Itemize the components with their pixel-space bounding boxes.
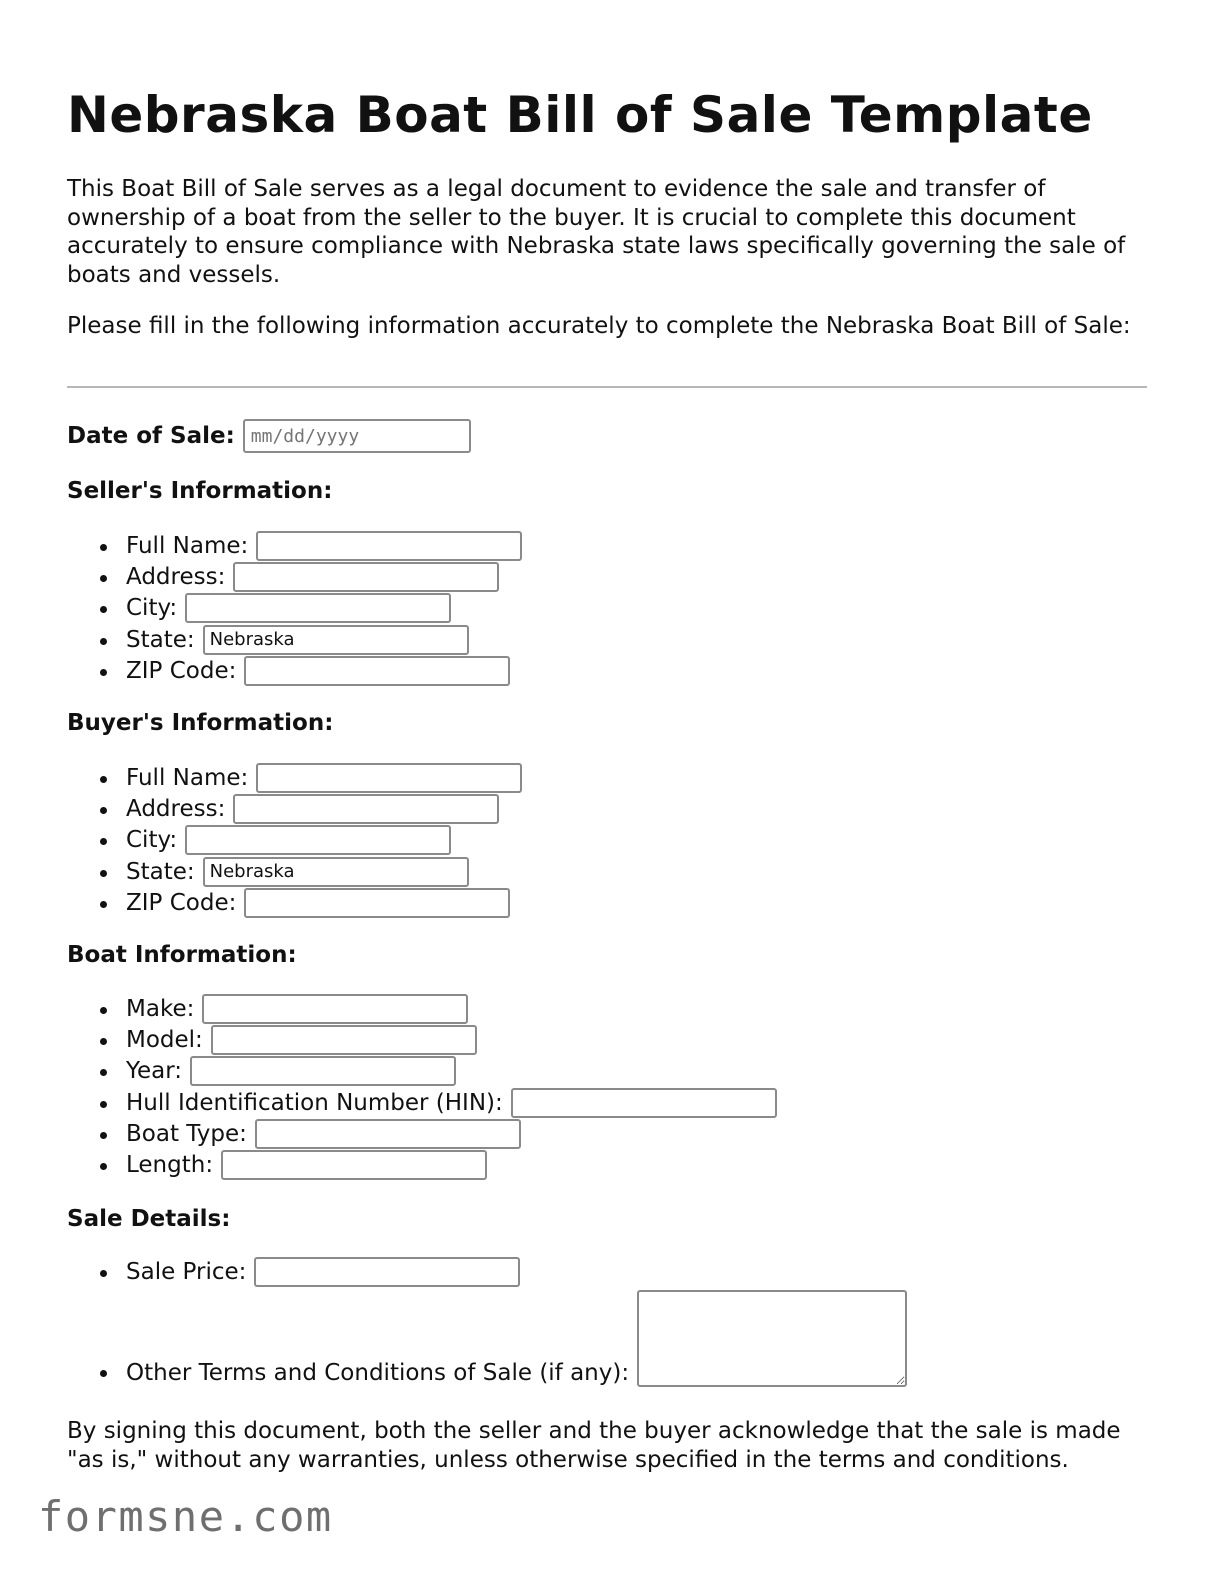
seller-zip-label: ZIP Code: (126, 657, 237, 684)
list-item (67, 561, 522, 592)
list-item (67, 624, 522, 655)
list-item (67, 655, 522, 686)
seller-state-label: State: (126, 626, 195, 653)
list-item (67, 993, 777, 1024)
buyer-full-name-input[interactable] (256, 763, 522, 793)
list-item (67, 793, 522, 824)
boat-year-label: Year: (126, 1058, 183, 1085)
terms-textarea[interactable] (637, 1290, 907, 1387)
date-of-sale-row (67, 419, 471, 453)
list-item (67, 1287, 907, 1387)
sale-fields (67, 1256, 907, 1387)
list-item (67, 1056, 777, 1087)
boat-type-label: Boat Type: (126, 1120, 247, 1147)
list-item (67, 1024, 777, 1055)
intro-paragraph: This Boat Bill of Sale serves as a legal document to evidence the sale and transfer of ownership of a boat from the seller to the buyer. It is crucial to complete this document accurately to ensure compliance with Nebraska state laws specifically governing the sale of boats and vessels. (67, 176, 1126, 288)
seller-section-heading: Seller's Information: (67, 478, 333, 504)
list-item (67, 530, 522, 561)
list-item (67, 1149, 777, 1180)
date-of-sale-label: Date of Sale: (67, 423, 235, 449)
seller-zip-input[interactable] (244, 656, 510, 686)
seller-address-label: Address: (126, 563, 226, 590)
boat-fields (67, 993, 777, 1181)
seller-fields (67, 530, 522, 686)
date-of-sale-input[interactable] (243, 419, 471, 453)
boat-hin-input[interactable] (511, 1088, 777, 1118)
seller-city-input[interactable] (185, 593, 451, 623)
list-item (67, 825, 522, 856)
buyer-city-input[interactable] (185, 825, 451, 855)
list-item (67, 1118, 777, 1149)
buyer-fields (67, 762, 522, 918)
instructions-paragraph: Please fill in the following information accurately to complete the Nebraska Boat Bill of Sale: (67, 313, 1131, 339)
list-item (67, 1256, 907, 1287)
list-item (67, 1087, 777, 1118)
boat-hin-label: Hull Identification Number (HIN): (126, 1089, 503, 1116)
buyer-city-label: City: (126, 827, 178, 854)
list-item (67, 856, 522, 887)
sale-section-heading: Sale Details: (67, 1206, 231, 1232)
buyer-state-input[interactable] (203, 857, 469, 887)
seller-full-name-input[interactable] (256, 531, 522, 561)
buyer-state-label: State: (126, 858, 195, 885)
buyer-zip-input[interactable] (244, 888, 510, 918)
list-item (67, 593, 522, 624)
sale-price-label: Sale Price: (126, 1258, 247, 1285)
boat-length-input[interactable] (221, 1150, 487, 1180)
page-title: Nebraska Boat Bill of Sale Template (67, 86, 1093, 144)
list-item (67, 762, 522, 793)
boat-section-heading: Boat Information: (67, 942, 297, 968)
seller-full-name-label: Full Name: (126, 532, 249, 559)
buyer-address-input[interactable] (233, 794, 499, 824)
seller-city-label: City: (126, 595, 178, 622)
boat-type-input[interactable] (255, 1119, 521, 1149)
boat-year-input[interactable] (190, 1056, 456, 1086)
boat-model-label: Model: (126, 1026, 203, 1053)
boat-make-label: Make: (126, 995, 195, 1022)
seller-address-input[interactable] (233, 562, 499, 592)
list-item (67, 887, 522, 918)
boat-length-label: Length: (126, 1152, 214, 1179)
buyer-full-name-label: Full Name: (126, 764, 249, 791)
section-divider (67, 386, 1147, 388)
sale-price-input[interactable] (254, 1257, 520, 1287)
closing-paragraph: By signing this document, both the seller and the buyer acknowledge that the sale is made "as is," without any warranties, unless otherwise specified in the terms and conditions. (67, 1418, 1121, 1473)
site-watermark: formsne.com (38, 1492, 333, 1541)
boat-model-input[interactable] (211, 1025, 477, 1055)
buyer-address-label: Address: (126, 795, 226, 822)
boat-make-input[interactable] (202, 994, 468, 1024)
buyer-section-heading: Buyer's Information: (67, 710, 334, 736)
buyer-zip-label: ZIP Code: (126, 889, 237, 916)
seller-state-input[interactable] (203, 625, 469, 655)
terms-label: Other Terms and Conditions of Sale (if any): (126, 1360, 630, 1387)
